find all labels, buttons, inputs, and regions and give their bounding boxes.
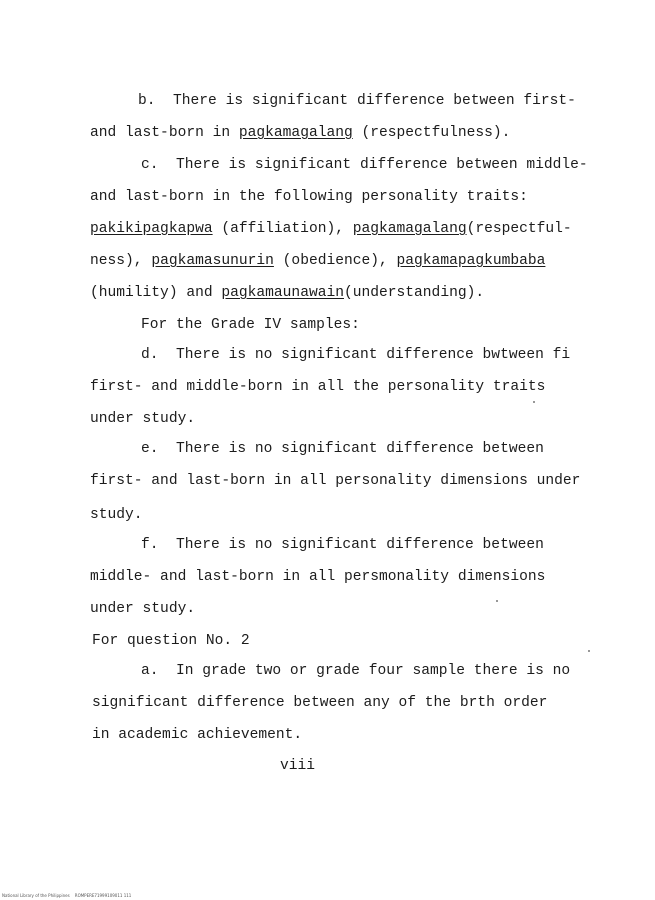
item-a-text: In grade two or grade four sample there is no [176, 663, 571, 679]
item-f-label: f. [141, 537, 159, 553]
item-c-text-5b: (understanding). [343, 285, 485, 301]
item-a-line-2: significant difference between any of the brth order [92, 695, 548, 711]
item-e-text: There is no significant difference between [176, 441, 544, 457]
item-a-line-1 [141, 662, 570, 680]
question-2-heading: For question No. 2 [92, 633, 250, 649]
term-pagkamaunawain: pagkamaunawain [221, 285, 344, 301]
term-pagkamagalang: pagkamagalang [238, 125, 353, 141]
item-c-line-1 [141, 156, 588, 174]
item-e-label: e. [141, 441, 159, 457]
item-c-text-4b: (obedience), [273, 253, 397, 269]
item-b-label: b. [138, 93, 156, 109]
item-e-line-2: first- and last-born in all personality dimensions under [90, 473, 581, 489]
item-f-line-3: under study. [90, 601, 196, 617]
grade-iv-heading: For the Grade IV samples: [141, 317, 360, 333]
item-e-line-3: study. [90, 507, 143, 523]
item-a-line-3: in academic achievement. [92, 727, 303, 743]
item-c-text-5a: (humility) and [90, 285, 222, 301]
term-pagkamapagkumbaba: pagkamapagkumbaba [396, 253, 546, 269]
scan-speck [496, 600, 498, 602]
item-d-line-1 [141, 346, 570, 364]
item-c-label: c. [141, 157, 159, 173]
item-f-line-1 [141, 536, 544, 554]
item-b-line-1 [138, 92, 576, 110]
item-f-line-2: middle- and last-born in all persmonality dimensions [90, 569, 546, 585]
item-b-text-2: and last-born in [90, 125, 239, 141]
item-c-text-4a: ness), [90, 253, 152, 269]
item-c-line-5 [90, 284, 484, 302]
item-b-line-2 [90, 124, 510, 142]
scan-speck [588, 650, 590, 652]
term-pagkamasunurin: pagkamasunurin [151, 253, 274, 269]
item-d-text: There is no significant difference bwtween fi [176, 347, 571, 363]
item-c-line-2: and last-born in the following personality traits: [90, 189, 528, 205]
item-c-text-3b: (respectful- [466, 221, 572, 237]
item-c-line-3 [90, 220, 572, 238]
item-e-line-1 [141, 440, 544, 458]
page-number: viii [280, 758, 316, 774]
item-d-line-2: first- and middle-born in all the personality traits [90, 379, 546, 395]
item-c-text: There is significant difference between middle- [176, 157, 588, 173]
item-b-text-3: (respectfulness). [352, 125, 511, 141]
item-a-label: a. [141, 663, 159, 679]
scan-speck [533, 401, 535, 403]
item-c-text-3a: (affiliation), [212, 221, 353, 237]
item-d-line-3: under study. [90, 411, 196, 427]
scan-footer: National Library of the Philippines ROMPERE71999109011 111 [2, 893, 132, 898]
term-pakikipagkapwa: pakikipagkapwa [90, 221, 213, 237]
term-pagkamagalang-2: pagkamagalang [352, 221, 467, 237]
item-f-text: There is no significant difference between [176, 537, 544, 553]
item-d-label: d. [141, 347, 159, 363]
item-c-line-4 [90, 252, 545, 270]
item-b-text: There is significant difference between first- [173, 93, 576, 109]
